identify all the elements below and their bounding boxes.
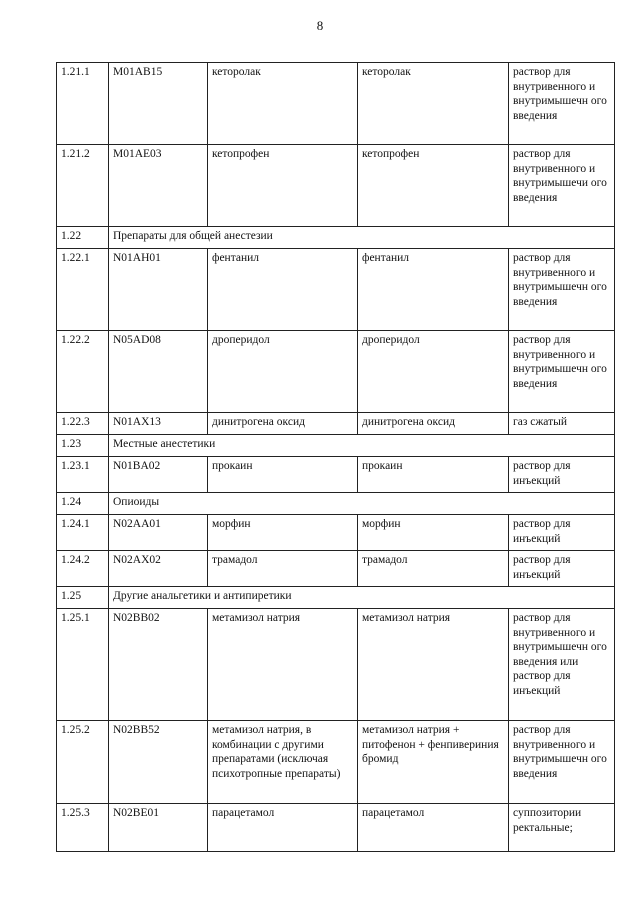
item-code-cell: 1.25.3 (57, 804, 109, 852)
drug-name-cell: кеторолак (208, 63, 358, 145)
atc-code-cell: N02BB52 (109, 721, 208, 804)
table-row (57, 145, 615, 227)
item-code-cell: 1.25.2 (57, 721, 109, 804)
drug-name-cell: дроперидол (208, 331, 358, 413)
item-code-cell: 1.25.1 (57, 609, 109, 721)
dosage-form-cell: раствор для инъекций (509, 457, 615, 493)
group-title-cell: Опиоиды (109, 493, 615, 515)
item-code-cell: 1.22.3 (57, 413, 109, 435)
atc-code-cell: N02BB02 (109, 609, 208, 721)
item-code-cell: 1.21.1 (57, 63, 109, 145)
table-row (57, 249, 615, 331)
inn-cell: прокаин (358, 457, 509, 493)
inn-cell: динитрогена оксид (358, 413, 509, 435)
dosage-form-cell: раствор для внутривенного и внутримышечн ого введения (509, 721, 615, 804)
drug-name-cell: парацетамол (208, 804, 358, 852)
drug-name-cell: динитрогена оксид (208, 413, 358, 435)
table-row (57, 609, 615, 721)
group-code-cell: 1.23 (57, 435, 109, 457)
table-row (57, 331, 615, 413)
item-code-cell: 1.22.2 (57, 331, 109, 413)
group-title-cell: Другие анальгетики и антипиретики (109, 587, 615, 609)
item-code-cell: 1.24.1 (57, 515, 109, 551)
drug-table (56, 62, 615, 852)
drug-name-cell: фентанил (208, 249, 358, 331)
group-row (57, 227, 615, 249)
table-row (57, 413, 615, 435)
inn-cell: метамизол натрия + питофенон + фенпивериния бромид (358, 721, 509, 804)
group-row (57, 493, 615, 515)
dosage-form-cell: раствор для внутривенного и внутримышечн ого введения (509, 249, 615, 331)
table-row (57, 457, 615, 493)
drug-name-cell: прокаин (208, 457, 358, 493)
group-row (57, 587, 615, 609)
inn-cell: фентанил (358, 249, 509, 331)
group-code-cell: 1.22 (57, 227, 109, 249)
table-row (57, 63, 615, 145)
drug-name-cell: трамадол (208, 551, 358, 587)
atc-code-cell: N02BE01 (109, 804, 208, 852)
atc-code-cell: N02AX02 (109, 551, 208, 587)
dosage-form-cell: газ сжатый (509, 413, 615, 435)
dosage-form-cell: суппозитории ректальные; (509, 804, 615, 852)
table-row (57, 804, 615, 852)
inn-cell: метамизол натрия (358, 609, 509, 721)
item-code-cell: 1.24.2 (57, 551, 109, 587)
dosage-form-cell: раствор для внутривенного и внутримышечи ого введения (509, 145, 615, 227)
inn-cell: морфин (358, 515, 509, 551)
dosage-form-cell: раствор для внутривенного и внутримышечн ого введения или раствор для инъекций (509, 609, 615, 721)
table-row (57, 551, 615, 587)
table-body (57, 63, 615, 852)
inn-cell: парацетамол (358, 804, 509, 852)
inn-cell: дроперидол (358, 331, 509, 413)
group-code-cell: 1.24 (57, 493, 109, 515)
inn-cell: кетопрофен (358, 145, 509, 227)
table-row (57, 515, 615, 551)
atc-code-cell: N02AA01 (109, 515, 208, 551)
inn-cell: трамадол (358, 551, 509, 587)
atc-code-cell: N01AH01 (109, 249, 208, 331)
group-code-cell: 1.25 (57, 587, 109, 609)
inn-cell: кеторолак (358, 63, 509, 145)
atc-code-cell: N05AD08 (109, 331, 208, 413)
item-code-cell: 1.23.1 (57, 457, 109, 493)
dosage-form-cell: раствор для инъекций (509, 551, 615, 587)
atc-code-cell: M01AB15 (109, 63, 208, 145)
drug-name-cell: морфин (208, 515, 358, 551)
item-code-cell: 1.22.1 (57, 249, 109, 331)
group-row (57, 435, 615, 457)
drug-name-cell: метамизол натрия, в комбинации с другими препаратами (исключая психотропные препараты) (208, 721, 358, 804)
atc-code-cell: N01BA02 (109, 457, 208, 493)
dosage-form-cell: раствор для внутривенного и внутримышечн ого введения (509, 331, 615, 413)
table-row (57, 721, 615, 804)
dosage-form-cell: раствор для внутривенного и внутримышечн ого введения (509, 63, 615, 145)
page-number: 8 (316, 18, 324, 33)
drug-name-cell: кетопрофен (208, 145, 358, 227)
atc-code-cell: M01AE03 (109, 145, 208, 227)
drug-name-cell: метамизол натрия (208, 609, 358, 721)
atc-code-cell: N01AX13 (109, 413, 208, 435)
group-title-cell: Местные анестетики (109, 435, 615, 457)
group-title-cell: Препараты для общей анестезии (109, 227, 615, 249)
dosage-form-cell: раствор для инъекций (509, 515, 615, 551)
item-code-cell: 1.21.2 (57, 145, 109, 227)
